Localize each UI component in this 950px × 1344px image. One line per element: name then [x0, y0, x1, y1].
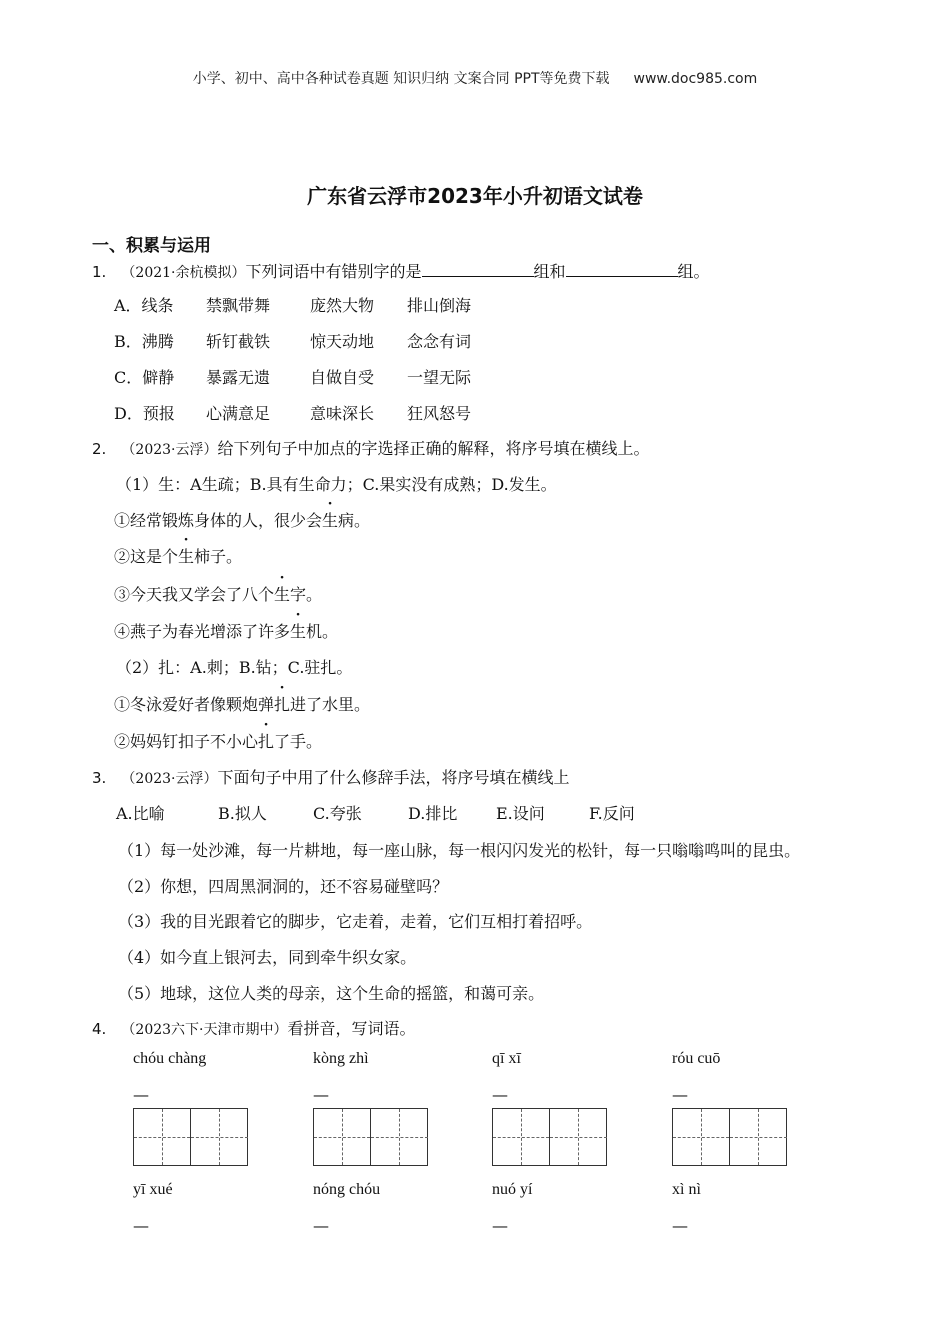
- q2-part2-item-2: ②妈妈钉扣子不小心扎了手。: [114, 729, 322, 752]
- header-text: 小学、初中、高中各种试卷真题 知识归纳 文案合同 PPT等免费下载: [192, 71, 610, 87]
- q4-source: （2023六下·天津市期中）: [121, 1022, 288, 1038]
- q4-number: 4.: [92, 1020, 107, 1038]
- dash-mark: —: [313, 1085, 329, 1104]
- page-header: [0, 68, 950, 88]
- q2-part2-item-1: ①冬泳爱好者像颗炮弹扎进了水里。: [114, 692, 370, 715]
- dash-mark: —: [133, 1216, 149, 1235]
- dotted-char: 生: [322, 511, 339, 530]
- q2-part1-title: （1）生：A生疏；B.具有生命力；C.果实没有成熟；D.发生。: [116, 475, 557, 494]
- pinyin-label: qī xī: [492, 1050, 521, 1067]
- q4-stem: 看拼音，写词语。: [287, 1019, 416, 1038]
- section-heading: 一、积累与运用: [92, 236, 211, 256]
- question-1: [92, 259, 710, 282]
- dotted-char: 生: [290, 622, 307, 641]
- dash-mark: —: [492, 1085, 508, 1104]
- q3-option: F.反问: [589, 804, 635, 823]
- q2-source: （2023·云浮）: [121, 442, 218, 458]
- q2-part1-item-2: ②这是个生柿子。: [114, 544, 242, 567]
- q3-option: D.排比: [408, 804, 458, 823]
- q2-part2-title: （2）扎：A.刺；B.钻；C.驻扎。: [116, 658, 353, 677]
- dash-mark: —: [672, 1216, 688, 1235]
- header-site-link[interactable]: www.doc985.com: [633, 71, 758, 87]
- q3-item-5: （5）地球，这位人类的母亲，这个生命的摇篮，和蔼可亲。: [118, 984, 545, 1003]
- q1-source: （2021·余杭模拟）: [121, 265, 246, 281]
- q3-option: E.设问: [496, 804, 545, 823]
- q3-item-3: （3）我的目光跟着它的脚步，它走着，走着，它们互相打着招呼。: [118, 912, 593, 931]
- writing-grid[interactable]: [313, 1108, 428, 1166]
- q3-option: C.夸张: [313, 804, 362, 823]
- q2-stem: 给下列句子中加点的字选择正确的解释，将序号填在横线上。: [217, 439, 650, 458]
- q3-options: [116, 801, 676, 823]
- q2-part1-item-4: ④燕子为春光增添了许多生机。: [114, 619, 338, 642]
- dotted-char: 生: [178, 547, 195, 566]
- pinyin-label: yī xué: [133, 1181, 173, 1198]
- pinyin-label: xì nì: [672, 1181, 701, 1198]
- q3-option: A.比喻: [116, 804, 165, 823]
- page-title: 广东省云浮市2023年小升初语文试卷: [307, 184, 643, 208]
- q2-number: 2.: [92, 440, 107, 458]
- q1-blank-2[interactable]: [566, 262, 678, 277]
- q1-blank-1[interactable]: [422, 262, 534, 277]
- q1-number: 1.: [92, 263, 107, 281]
- q3-item-2: （2）你想，四周黑洞洞的，还不容易碰壁吗？: [118, 877, 449, 896]
- dotted-char: 扎: [274, 695, 291, 714]
- dotted-char: 扎: [258, 732, 275, 751]
- pinyin-label: róu cuō: [672, 1050, 721, 1067]
- q1-stem-a: 下列词语中有错别字的是: [245, 262, 422, 281]
- question-3: [92, 765, 570, 788]
- q3-number: 3.: [92, 769, 107, 787]
- q2-part1-item-1: ①经常锻炼身体的人，很少会生病。: [114, 508, 370, 531]
- dotted-char: 生: [274, 585, 291, 604]
- dash-mark: —: [492, 1216, 508, 1235]
- pinyin-label: nóng chóu: [313, 1181, 381, 1198]
- dash-mark: —: [313, 1216, 329, 1235]
- question-4: [92, 1016, 416, 1039]
- pinyin-label: chóu chàng: [133, 1050, 207, 1067]
- q3-item-1: （1）每一处沙滩，每一片耕地，每一座山脉，每一根闪闪发光的松针，每一只嗡嗡鸣叫的昆虫。: [118, 841, 801, 860]
- q3-source: （2023·云浮）: [121, 771, 218, 787]
- dash-mark: —: [672, 1085, 688, 1104]
- dash-mark: —: [133, 1085, 149, 1104]
- writing-grid[interactable]: [492, 1108, 607, 1166]
- q3-item-4: （4）如今直上银河去，同到牵牛织女家。: [118, 948, 417, 967]
- q1-stem-c: 组。: [677, 262, 710, 281]
- q1-stem-b: 组和: [533, 262, 566, 281]
- pinyin-label: kòng zhì: [313, 1050, 369, 1067]
- pinyin-label: nuó yí: [492, 1181, 533, 1198]
- q3-stem: 下面句子中用了什么修辞手法，将序号填在横线上: [217, 768, 570, 787]
- q2-part1-item-3: ③今天我又学会了八个生字。: [114, 582, 322, 605]
- writing-grid[interactable]: [133, 1108, 248, 1166]
- q3-option: B.拟人: [218, 804, 267, 823]
- writing-grid[interactable]: [672, 1108, 787, 1166]
- question-2: [92, 436, 650, 459]
